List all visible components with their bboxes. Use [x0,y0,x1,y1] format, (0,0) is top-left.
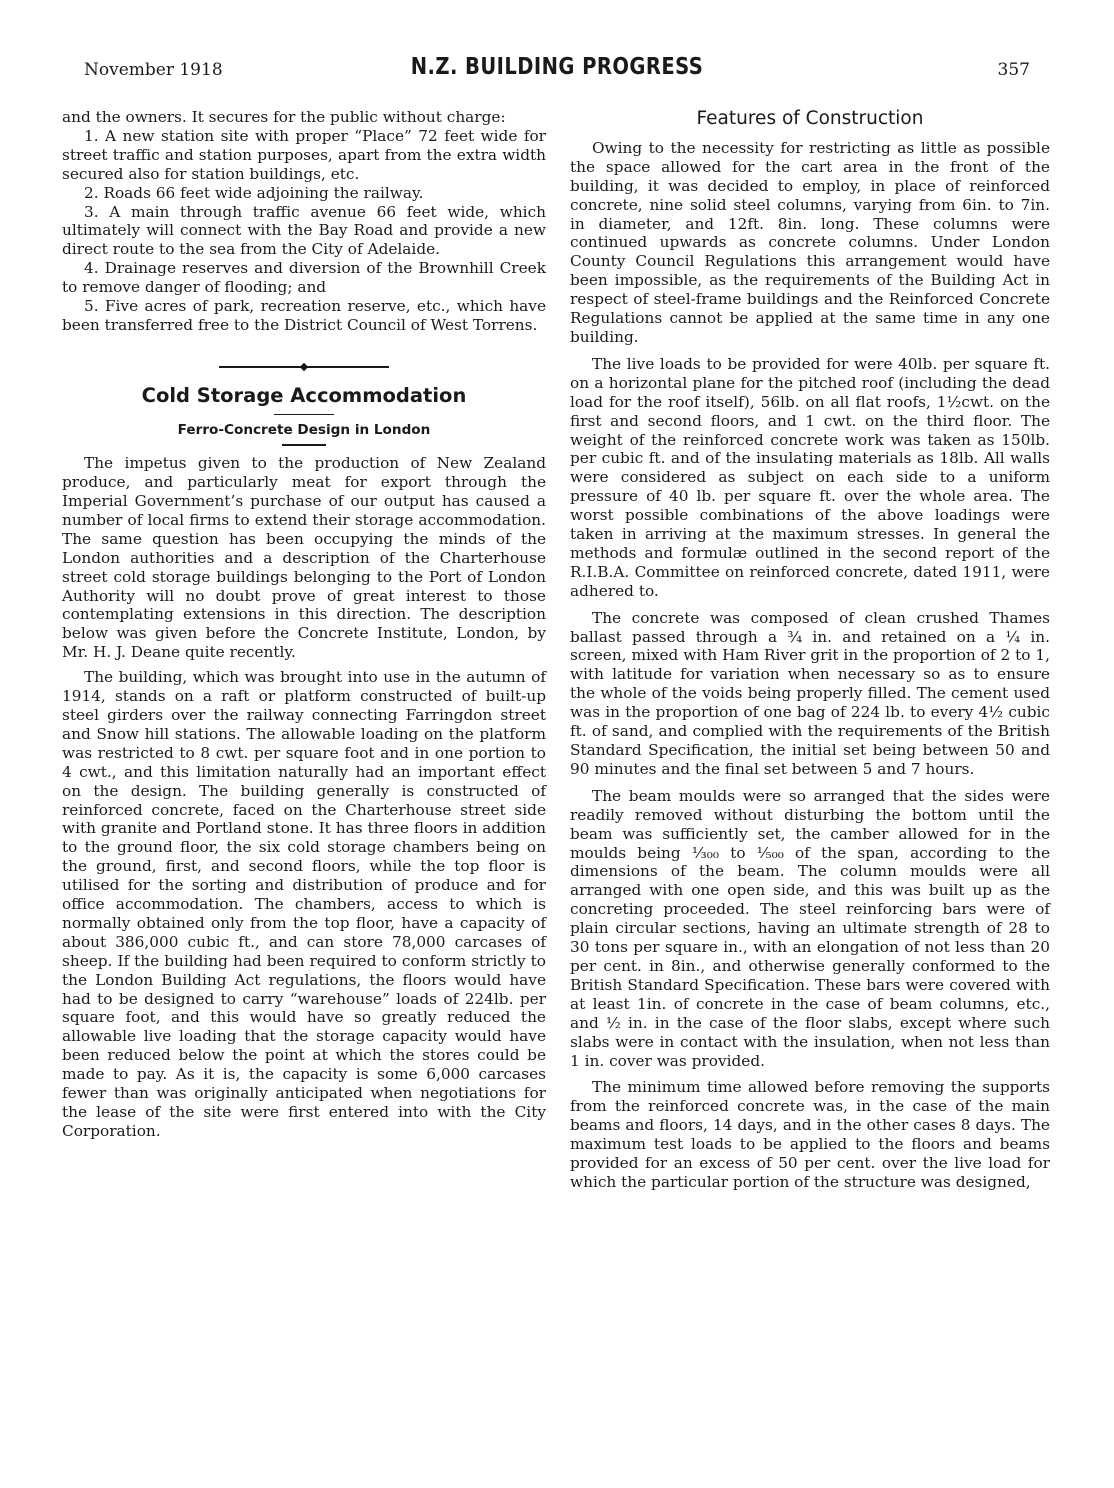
section-divider-ornament [62,357,546,377]
paragraph: The building, which was brought into use in the autumn of 1914, stands on a raft or platform constructed of built-up steel girders over the railway connecting Farringdon street and Snow hill stations. The allowable loading on the platform was restricted to 8 cwt. per square foot and in one portion to 4 cwt., and this limitation naturally had an important effect on the design. The building generally is constructed of reinforced concrete, faced on the Charterhouse street side with granite and Portland stone. It has three floors in addition to the ground floor, the six cold storage chambers being on the ground, first, and second floors, while the top floor is utilised for the sorting and distribution of produce and for office accommodation. The chambers, access to which is normally obtained only from the top floor, have a capacity of about 386,000 cubic ft., and can store 78,000 carcases of sheep. If the building had been required to conform strictly to the London Building Act regulations, the floors would have had to be designed to carry “warehouse” loads of 224lb. per square foot, and this would have so greatly reduced the allowable live loading that the storage capacity would have been reduced below the point at which the stores could be made to pay. As it is, the capacity is some 6,000 carcases fewer than was originally anticipated when negotiations for the lease of the site were first entered into with the City Corporation. [62,668,546,1140]
paragraph: The beam moulds were so arranged that the sides were readily removed without disturbing the bottom until the beam was sufficiently set, the camber allowed for in the moulds being ¹⁄₃₀₀ to ¹⁄₅₀₀ of the span, according to the dimensions of the beam. The column moulds were all arranged with one open side, and this was built up as the concreting proceeded. The steel reinforcing bars were of plain circular sections, having an ultimate strength of 28 to 30 tons per square in., with an elongation of not less than 20 per cent. in 8in., and otherwise generally conformed to the British Standard Specification. These bars were covered with at least 1in. of concrete in the case of beam columns, etc., and ½ in. in the case of the floor slabs, except where such slabs were in contact with the insulation, when not less than 1 in. cover was provided. [570,786,1050,1070]
right-column [570,108,1050,1200]
list-item: 3. A main through traffic avenue 66 feet wide, which ultimately will connect with the Bay Road and provide a new direct route to the sea from the City of Adelaide. [62,202,546,259]
intro-text: and the owners. It secures for the public without charge: [62,108,506,126]
list-item: 5. Five acres of park, recreation reserve, etc., which have been transferred free to the District Council of West Torrens. [62,297,546,334]
paragraph: The live loads to be provided for were 40lb. per square ft. on a horizontal plane for the pitched roof (including the dead load for the roof itself), 56lb. on all flat roofs, 1½cwt. on the first and second floors, and 1 cwt. on the third floor. The weight of the reinforced concrete work was taken as 150lb. per cubic ft. and of the insulating materials as 18lb. All walls were considered as subject on each side to a uniform pressure of 40 lb. per square ft. over the whole area. The worst possible combinations of the above loadings were taken in arriving at the maximum stresses. In general the methods and formulæ outlined in the second report of the R.I.B.A. Committee on reinforced concrete, dated 1911, were adhered to. [570,354,1050,600]
article-title: Cold Storage Accommodation [141,383,467,407]
issue-date: November 1918 [84,60,223,80]
section-heading: Features of Construction [696,108,924,129]
title-rule [274,414,334,416]
paragraph: Owing to the necessity for restricting as little as possible the space allowed for the cart area in the front of the building, it was decided to employ, in place of reinforced concrete, nine solid steel columns, varying from 6in. to 7in. in diameter, and 12ft. 8in. long. These columns were continued upwards as concrete columns. Under London County Council Regulations this arrangement would have been impossible, as the requirements of the Building Act in respect of steel-frame buildings and the Reinforced Concrete Regulations cannot be applied at the same time in any one building. [570,138,1050,346]
page-header [0,52,1114,92]
page-number: 357 [997,60,1030,80]
list-item: 2. Roads 66 feet wide adjoining the railway. [84,183,424,202]
left-column [62,108,546,1141]
subtitle-rule [282,444,326,446]
paragraph: The impetus given to the production of New Zealand produce, and particularly meat for export through the Imperial Government’s purchase of our output has caused a number of local firms to extend their storage accommodation. The same question has been occupying the minds of the London authorities and a description of the Charterhouse street cold storage buildings belonging to the Port of London Authority will no doubt prove of great interest to those contemplating extensions in this direction. The description below was given before the Concrete Institute, London, by Mr. H. J. Deane quite recently. [62,454,546,662]
benefits-list [62,127,546,335]
paragraph: The minimum time allowed before removing the supports from the reinforced concrete was, in the case of the main beams and floors, 14 days, and in the other cases 8 days. The maximum test loads to be applied to the floors and beams provided for an excess of 50 per cent. over the live load for which the particular portion of the structure was designed, [570,1078,1050,1191]
list-item: 4. Drainage reserves and diversion of the Brownhill Creek to remove danger of flooding; and [62,259,546,297]
list-item: 1. A new station site with proper “Place” 72 feet wide for street traffic and station purposes, apart from the extra width secured also for station buildings, etc. [62,126,546,183]
article-subtitle: Ferro-Concrete Design in London [177,422,431,439]
journal-title: N.Z. BUILDING PROGRESS [410,54,704,80]
paragraph: The concrete was composed of clean crushed Thames ballast passed through a ¾ in. and retained on a ¼ in. screen, mixed with Ham River grit in the proportion of 2 to 1, with latitude for variation when necessary so as to ensure the whole of the voids being properly filled. The cement used was in the proportion of one bag of 224 lb. to every 4½ cubic ft. of sand, and complied with the requirements of the British Standard Specification, the initial set being between 50 and 90 minutes and the final set between 5 and 7 hours. [570,608,1050,778]
